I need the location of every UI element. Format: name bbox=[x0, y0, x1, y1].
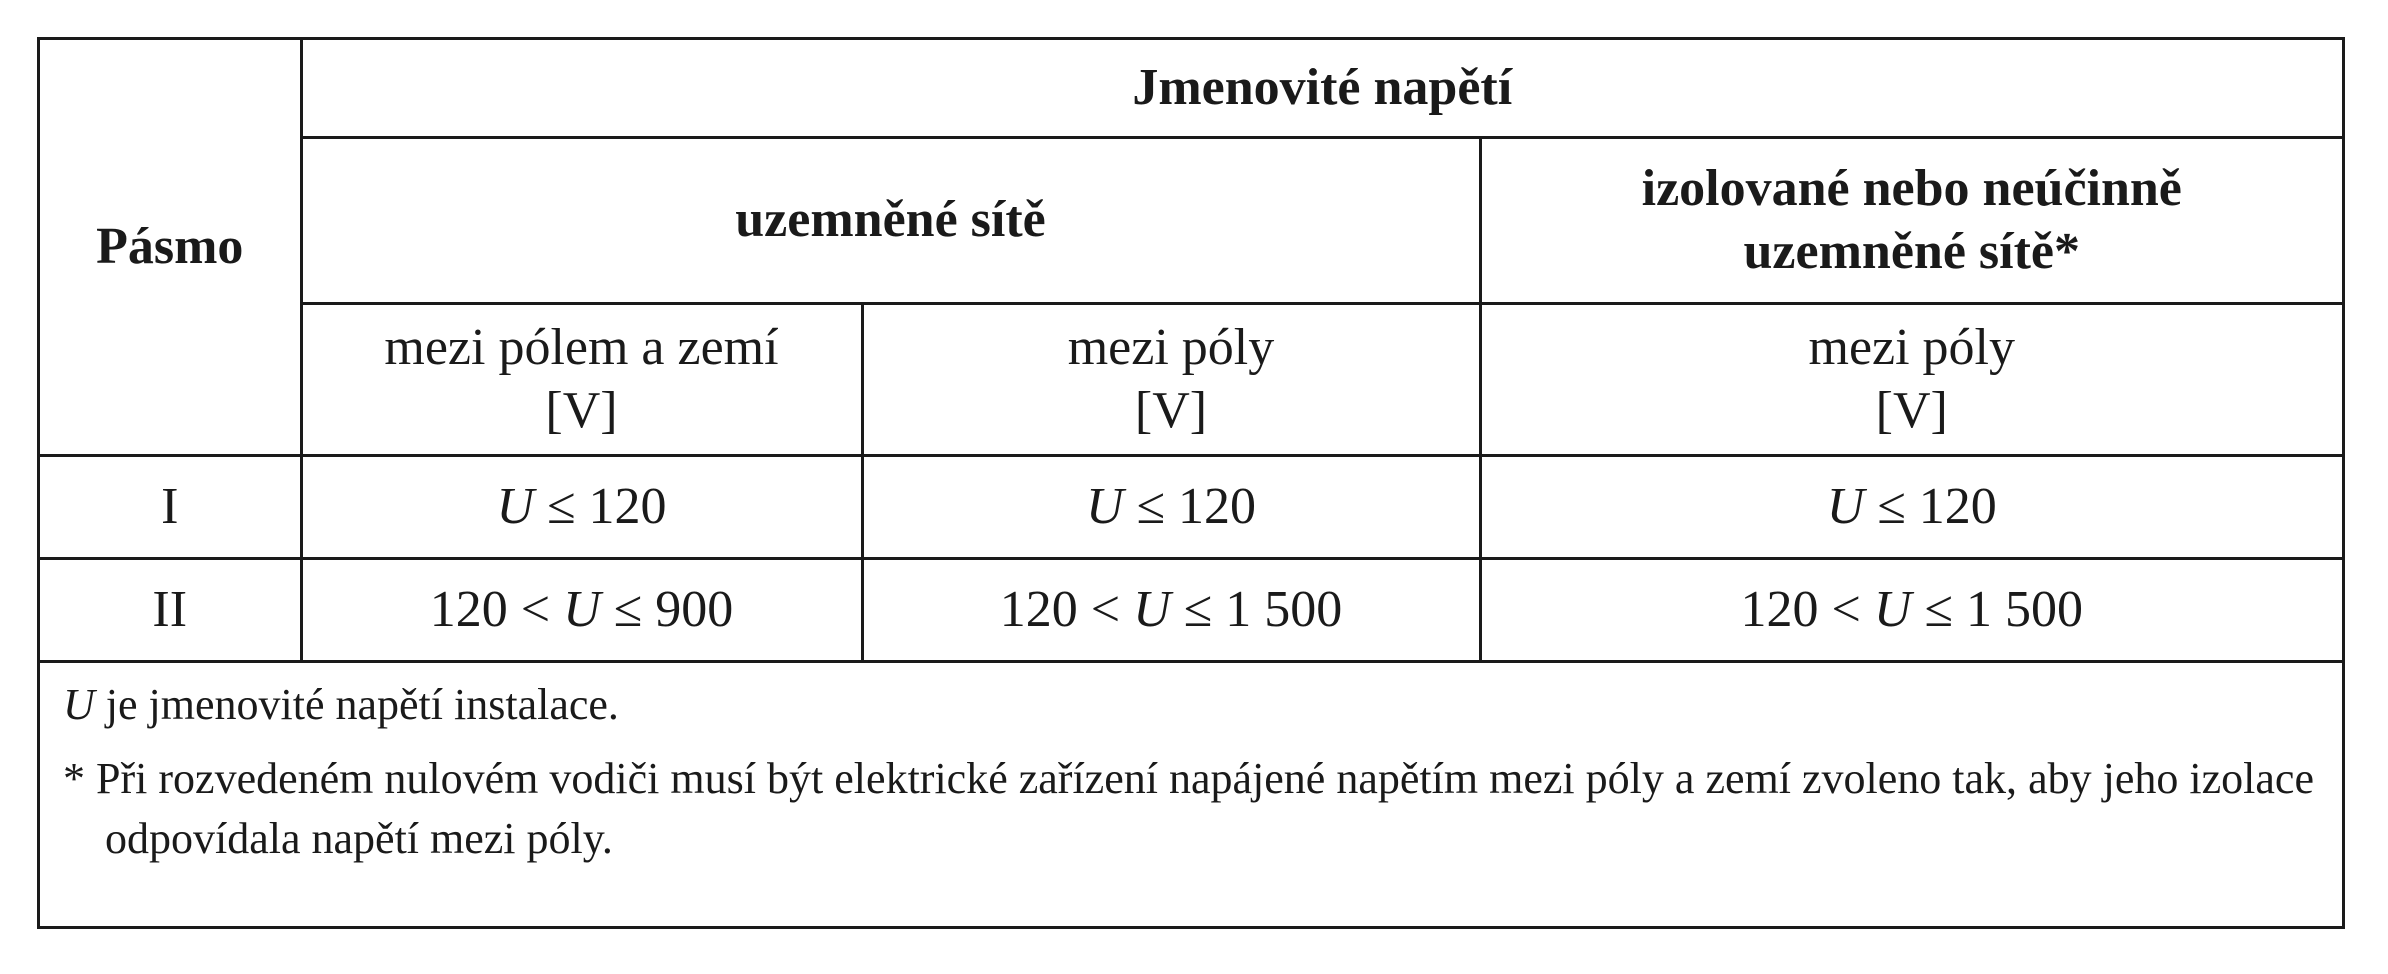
voltage-lower: 120 < bbox=[999, 580, 1134, 638]
table-row bbox=[40, 455, 2342, 558]
subheader-pole-earth-label: mezi pólem a zemí bbox=[384, 318, 779, 376]
note-voltage-text: je jmenovité napětí instalace. bbox=[94, 680, 619, 729]
header-isolated-networks bbox=[1480, 137, 2342, 303]
header-row-3 bbox=[40, 303, 2342, 455]
note-voltage-symbol: U bbox=[63, 680, 95, 729]
voltage-symbol: U bbox=[1133, 580, 1171, 638]
subheader-pole-earth-unit: [V] bbox=[545, 382, 618, 439]
voltage-range: ≤ 1 500 bbox=[1911, 580, 2083, 638]
subheader-pole-earth bbox=[301, 303, 862, 455]
pole-pole-cell bbox=[862, 558, 1480, 661]
voltage-bands-table bbox=[40, 40, 2342, 663]
voltage-range: ≤ 120 bbox=[1864, 477, 1997, 535]
header-nominal-voltage: Jmenovité napětí bbox=[301, 40, 2342, 137]
subheader-isolated-pole-pole-label: mezi póly bbox=[1808, 318, 2016, 376]
table-notes bbox=[40, 661, 2342, 868]
voltage-symbol: U bbox=[563, 580, 601, 638]
note-voltage-definition bbox=[63, 675, 2314, 735]
voltage-lower: 120 < bbox=[429, 580, 564, 638]
pole-earth-cell bbox=[301, 558, 862, 661]
isolated-cell bbox=[1480, 558, 2342, 661]
band-cell: I bbox=[40, 455, 301, 558]
voltage-range: ≤ 120 bbox=[1123, 477, 1257, 535]
voltage-symbol: U bbox=[1085, 477, 1124, 535]
pole-pole-cell bbox=[862, 455, 1480, 558]
voltage-range: ≤ 900 bbox=[600, 580, 734, 638]
subheader-pole-pole-label: mezi póly bbox=[1067, 318, 1275, 376]
header-pasmo: Pásmo bbox=[40, 40, 301, 455]
voltage-range: ≤ 120 bbox=[534, 477, 667, 535]
voltage-symbol: U bbox=[496, 477, 534, 535]
band-cell: II bbox=[40, 558, 301, 661]
note-isolated-networks: * Při rozvedeném nulovém vodiči musí být elektrické zařízení napájené napětím mezi póly a zemí zvoleno tak, aby jeho izolace odpovídala napětí mezi póly. bbox=[63, 753, 2314, 863]
subheader-pole-pole bbox=[862, 303, 1480, 455]
isolated-cell bbox=[1480, 455, 2342, 558]
header-row-2 bbox=[40, 137, 2342, 303]
voltage-symbol: U bbox=[1826, 477, 1865, 535]
voltage-lower: 120 < bbox=[1740, 580, 1874, 638]
table-row bbox=[40, 558, 2342, 661]
header-isolated-line2: uzemněné sítě* bbox=[1743, 223, 2080, 280]
subheader-pole-pole-unit: [V] bbox=[1134, 382, 1208, 439]
header-isolated-line1: izolované nebo neúčinně bbox=[1641, 159, 2182, 217]
voltage-symbol: U bbox=[1873, 580, 1912, 638]
subheader-isolated-pole-pole-unit: [V] bbox=[1875, 382, 1948, 439]
header-grounded-networks: uzemněné sítě bbox=[301, 137, 1480, 303]
voltage-range: ≤ 1 500 bbox=[1170, 580, 1343, 638]
pole-earth-cell bbox=[301, 455, 862, 558]
subheader-isolated-pole-pole bbox=[1480, 303, 2342, 455]
header-row-1 bbox=[40, 40, 2342, 137]
document-frame bbox=[37, 37, 2345, 929]
